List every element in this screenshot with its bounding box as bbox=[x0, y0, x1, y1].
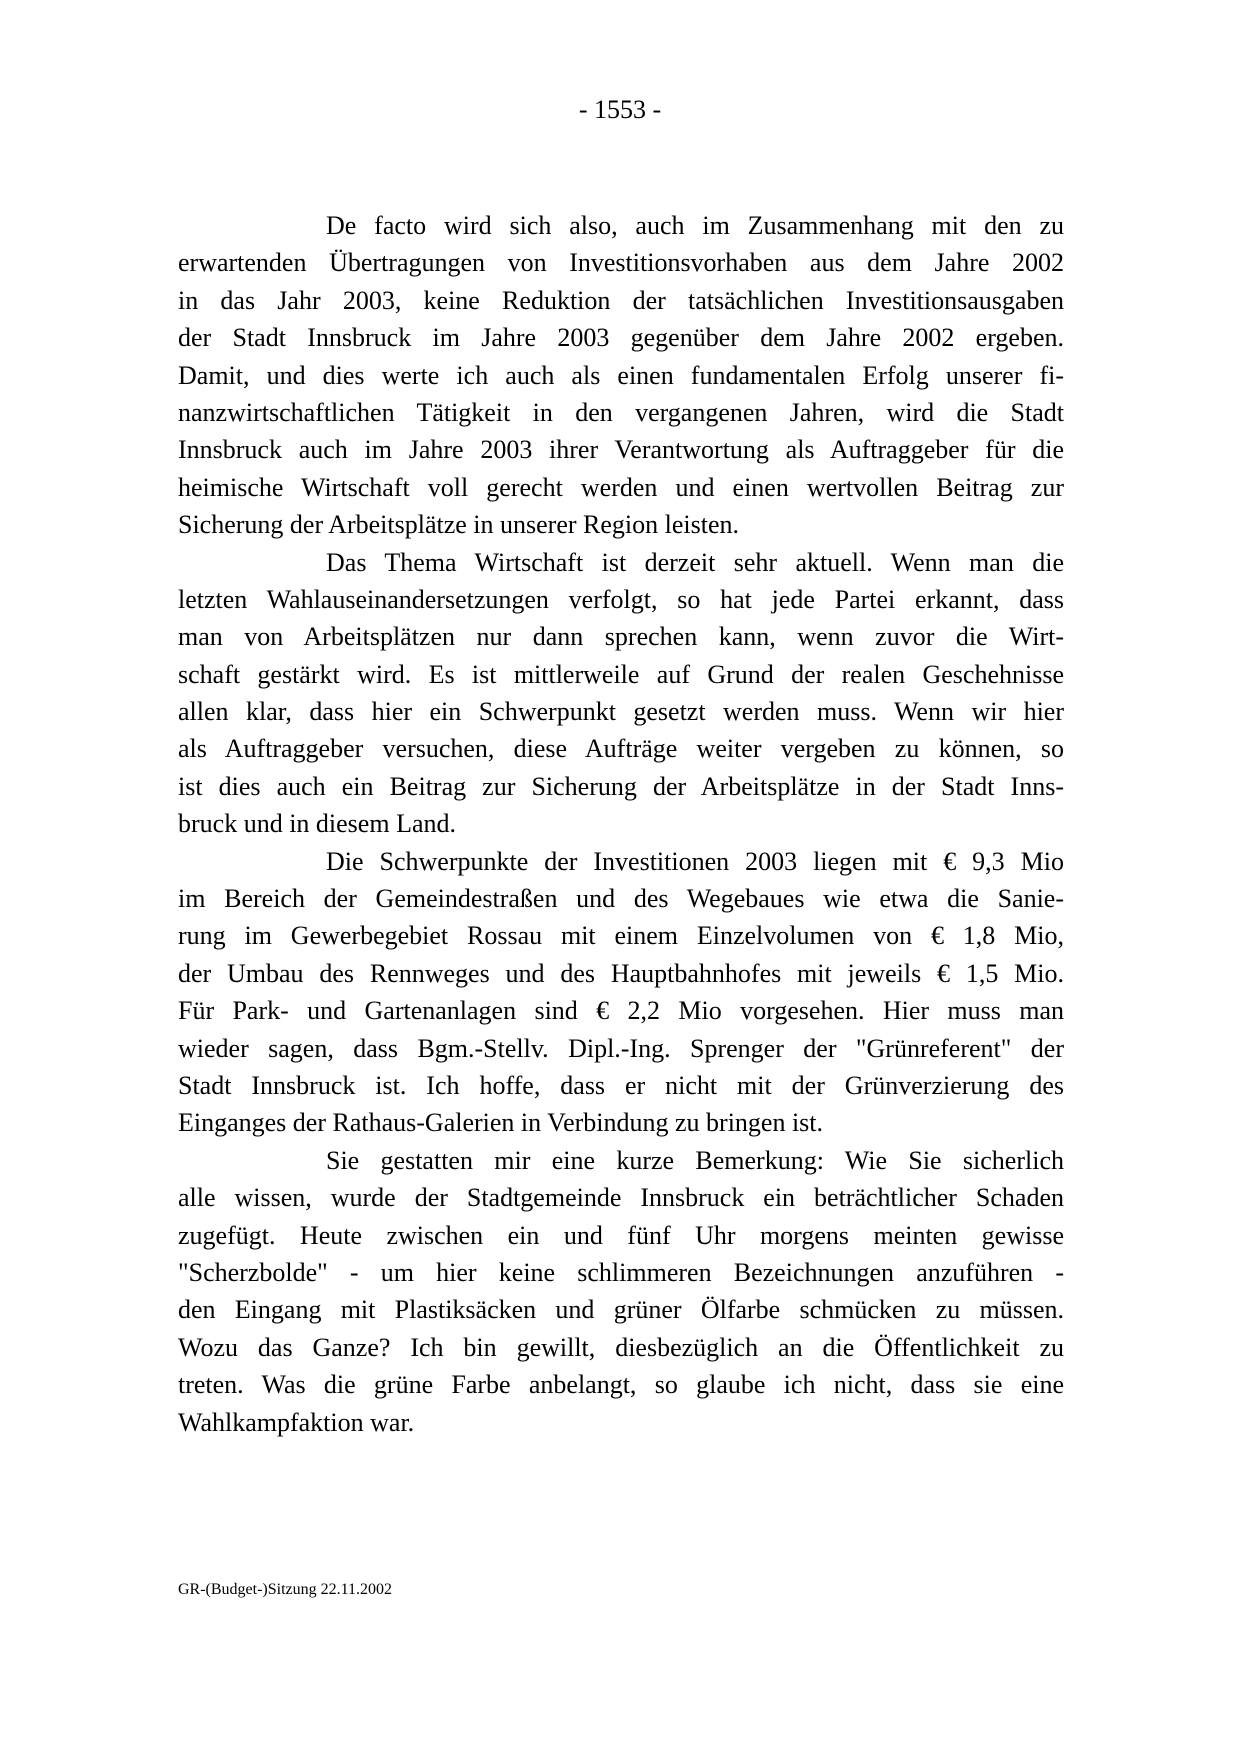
text-line: treten. Was die grüne Farbe anbelangt, so glaube ich nicht, dass sie eine bbox=[178, 1370, 1064, 1400]
paragraph-2 bbox=[178, 544, 1064, 843]
text-line: in das Jahr 2003, keine Reduktion der tatsächlichen Investitionsausgaben bbox=[178, 285, 1064, 315]
text-line: Innsbruck auch im Jahre 2003 ihrer Verantwortung als Auftraggeber für die bbox=[178, 435, 1064, 465]
text-line: zugefügt. Heute zwischen ein und fünf Uhr morgens meinten gewisse bbox=[178, 1220, 1064, 1250]
text-line: ist dies auch ein Beitrag zur Sicherung der Arbeitsplätze in der Stadt Inns- bbox=[178, 771, 1064, 801]
text-line: Damit, und dies werte ich auch als einen fundamentalen Erfolg unserer fi- bbox=[178, 360, 1064, 390]
text-line: Stadt Innsbruck ist. Ich hoffe, dass er nicht mit der Grünverzierung des bbox=[178, 1070, 1064, 1100]
text-line: schaft gestärkt wird. Es ist mittlerweile auf Grund der realen Geschehnisse bbox=[178, 659, 1064, 689]
text-line: im Bereich der Gemeindestraßen und des Wegebaues wie etwa die Sanie- bbox=[178, 884, 1064, 914]
text-line: man von Arbeitsplätzen nur dann sprechen kann, wenn zuvor die Wirt- bbox=[178, 622, 1064, 652]
text-line: als Auftraggeber versuchen, diese Aufträge weiter vergeben zu können, so bbox=[178, 734, 1064, 764]
paragraph-4 bbox=[178, 1142, 1064, 1441]
text-line: bruck und in diesem Land. bbox=[178, 809, 456, 839]
text-line: Für Park- und Gartenanlagen sind € 2,2 Mio vorgesehen. Hier muss man bbox=[178, 996, 1064, 1026]
text-line: Die Schwerpunkte der Investitionen 2003 liegen mit € 9,3 Mio bbox=[326, 846, 1064, 876]
page-number: - 1553 - bbox=[578, 95, 662, 124]
text-line: allen klar, dass hier ein Schwerpunkt gesetzt werden muss. Wenn wir hier bbox=[178, 697, 1064, 727]
text-line: Einganges der Rathaus-Galerien in Verbindung zu bringen ist. bbox=[178, 1108, 824, 1138]
text-line: Sie gestatten mir eine kurze Bemerkung: Wie Sie sicherlich bbox=[326, 1145, 1064, 1175]
text-line: der Stadt Innsbruck im Jahre 2003 gegenüber dem Jahre 2002 ergeben. bbox=[178, 323, 1064, 353]
text-line: De facto wird sich also, auch im Zusammenhang mit den zu bbox=[326, 211, 1064, 240]
body-text bbox=[178, 207, 1064, 1441]
text-line: nanzwirtschaftlichen Tätigkeit in den vergangenen Jahren, wird die Stadt bbox=[178, 397, 1064, 427]
text-line: den Eingang mit Plastiksäcken und grüner Ölfarbe schmücken zu müssen. bbox=[178, 1295, 1064, 1325]
text-line: Wahlkampfaktion war. bbox=[178, 1407, 415, 1437]
footer-session-label: GR-(Budget-)Sitzung 22.11.2002 bbox=[178, 1581, 393, 1598]
text-line: der Umbau des Rennweges und des Hauptbahnhofes mit jeweils € 1,5 Mio. bbox=[178, 958, 1064, 988]
text-line: Das Thema Wirtschaft ist derzeit sehr aktuell. Wenn man die bbox=[326, 547, 1064, 577]
text-line: alle wissen, wurde der Stadtgemeinde Innsbruck ein beträchtlicher Schaden bbox=[178, 1183, 1064, 1213]
text-line: "Scherzbolde" - um hier keine schlimmeren Bezeichnungen anzuführen - bbox=[178, 1257, 1064, 1287]
text-line: heimische Wirtschaft voll gerecht werden und einen wertvollen Beitrag zur bbox=[178, 472, 1064, 502]
text-line: erwartenden Übertragungen von Investitionsvorhaben aus dem Jahre 2002 bbox=[178, 248, 1064, 278]
text-line: wieder sagen, dass Bgm.-Stellv. Dipl.-Ing. Sprenger der "Grünreferent" der bbox=[178, 1033, 1064, 1063]
text-line: letzten Wahlauseinandersetzungen verfolgt, so hat jede Partei erkannt, dass bbox=[178, 584, 1064, 614]
paragraph-1 bbox=[178, 207, 1064, 544]
paragraph-3 bbox=[178, 843, 1064, 1142]
text-line: rung im Gewerbegebiet Rossau mit einem Einzelvolumen von € 1,8 Mio, bbox=[178, 921, 1064, 951]
text-line: Sicherung der Arbeitsplätze in unserer Region leisten. bbox=[178, 510, 740, 540]
text-line: Wozu das Ganze? Ich bin gewillt, diesbezüglich an die Öffentlichkeit zu bbox=[178, 1332, 1064, 1362]
